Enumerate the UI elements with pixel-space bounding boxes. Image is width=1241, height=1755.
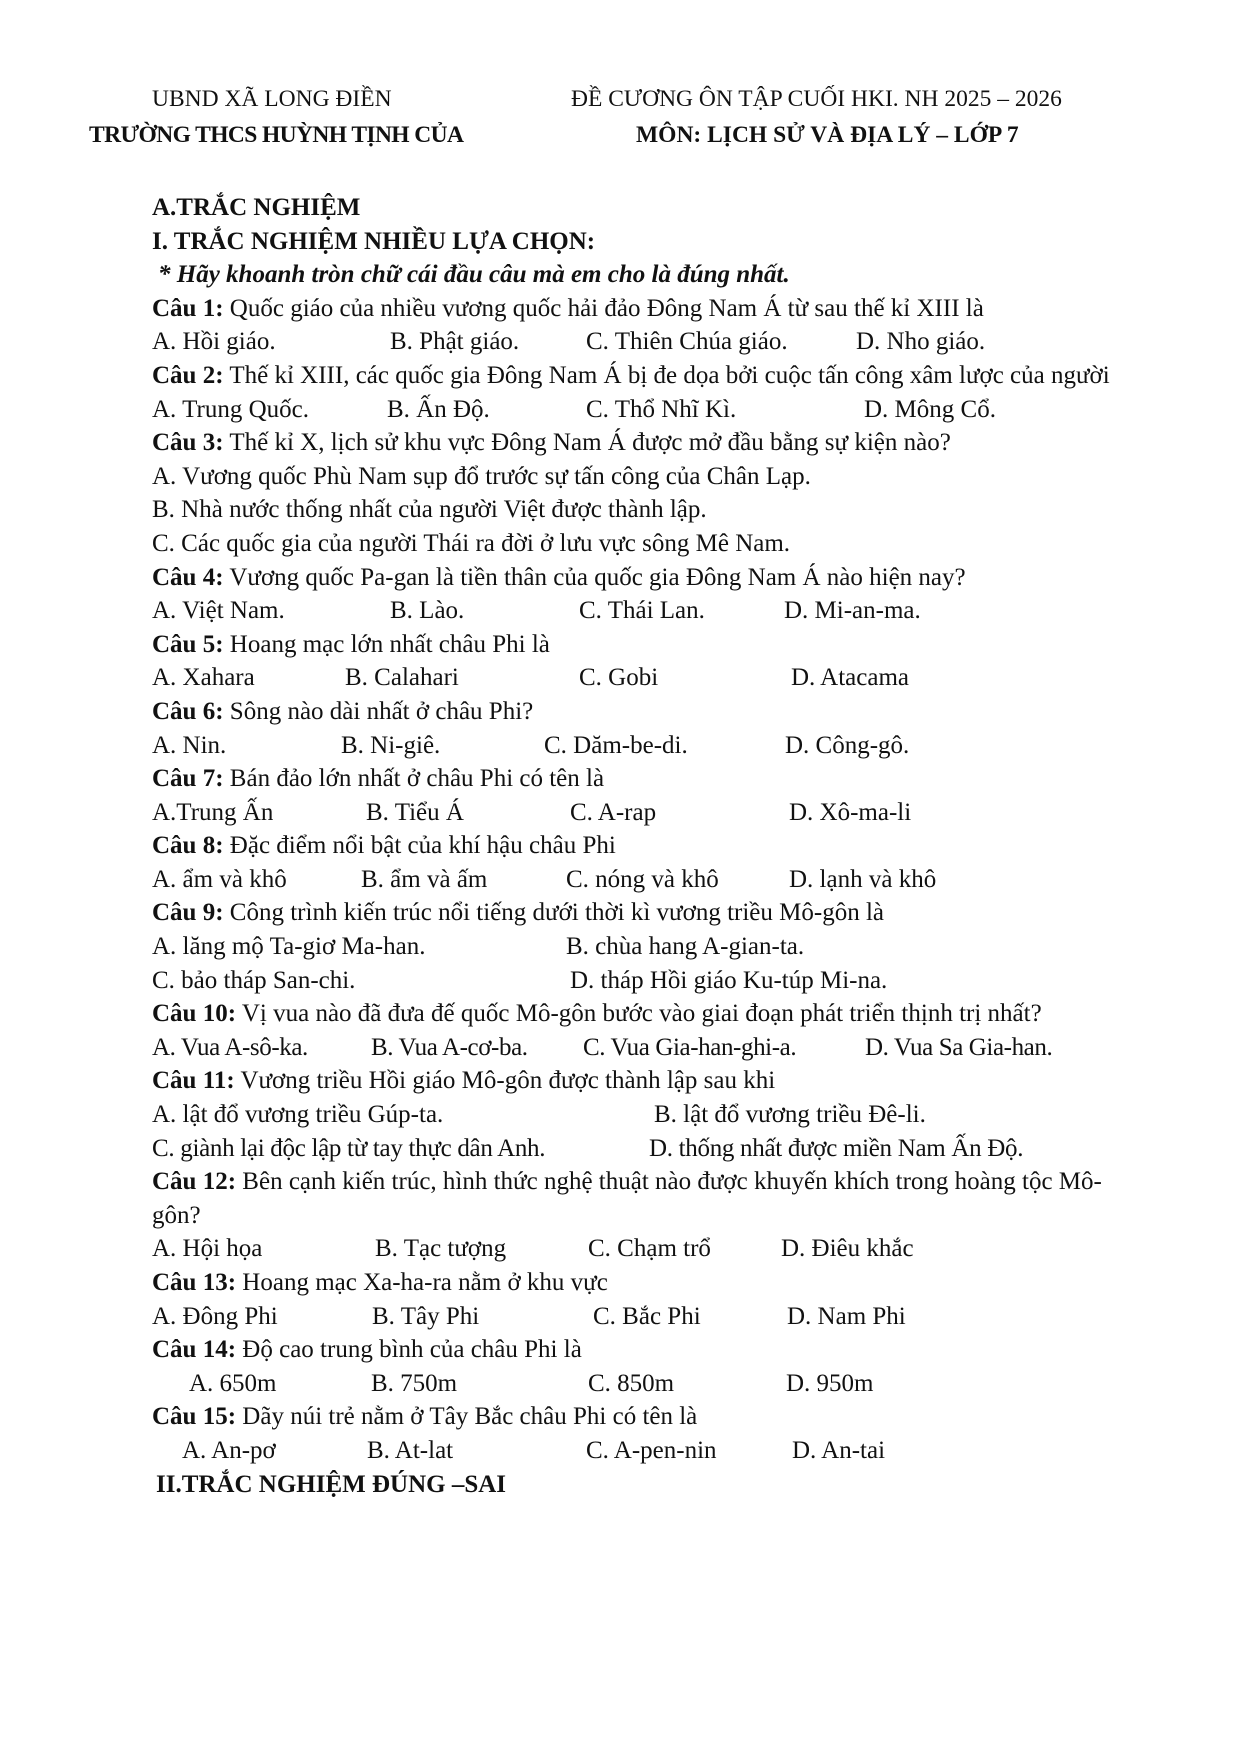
answer-options [152,863,1112,897]
answer-option[interactable]: C. Chạm trổ [588,1235,711,1263]
question-text: Vương triều Hồi giáo Mô-gôn được thành lập sau khi [234,1067,776,1095]
answer-option[interactable]: C. Thiên Chúa giáo. [586,328,788,356]
answer-options [152,729,1112,763]
question-text: Hoang mạc lớn nhất châu Phi là [223,630,550,658]
answer-option[interactable]: A. Xahara [152,664,255,692]
document-title: ĐỀ CƯƠNG ÔN TẬP CUỐI HKI. NH 2025 – 2026 [571,86,1062,112]
question-text: Thế kỉ XIII, các quốc gia Đông Nam Á bị đe dọa bởi cuộc tấn công xâm lược của người [223,361,1110,389]
answer-option[interactable]: A.Trung Ấn [152,798,274,826]
answer-option[interactable]: B. 750m [371,1369,458,1397]
answer-option[interactable]: A. ẩm và khô [152,865,287,893]
answer-options [152,1434,1112,1468]
question [152,426,1112,460]
answer-option[interactable]: B. chùa hang A-gian-ta. [566,933,805,961]
answer-option[interactable]: A. 650m [189,1369,277,1397]
answer-options [152,930,1112,964]
question [152,829,1112,863]
question-label: Câu 8: [152,832,224,860]
exam-content [152,191,1112,1501]
answer-option[interactable]: D. Công-gô. [785,731,910,759]
answer-option[interactable]: C. Bắc Phi [593,1302,701,1330]
question [152,628,1112,662]
answer-option[interactable]: B. Ni-giê. [341,731,441,759]
answer-option[interactable]: C. giành lại độc lập từ tay thực dân Anh. [152,1134,546,1162]
answer-option[interactable]: B. Calahari [345,664,459,692]
answer-option[interactable]: D. Atacama [791,664,910,692]
answer-option[interactable]: D. An-tai [792,1436,886,1464]
answer-option[interactable]: A. An-pơ [182,1436,276,1464]
answer-option[interactable]: C. Các quốc gia của người Thái ra đời ở lưu vực sông Mê Nam. [152,529,791,557]
answer-option[interactable]: A. lăng mộ Ta-giơ Ma-han. [152,933,426,961]
answer-options [152,1300,1112,1334]
question [152,1266,1112,1300]
answer-options [152,325,1112,359]
section-a-heading: A.TRẮC NGHIỆM [152,194,361,221]
answer-option[interactable]: D. Nam Phi [787,1302,906,1330]
subject-title: MÔN: LỊCH SỬ VÀ ĐỊA LÝ – LỚP 7 [636,122,1019,148]
question [152,1064,1112,1098]
question-text: Hoang mạc Xa-ha-ra nằm ở khu vực [236,1269,608,1296]
answer-option[interactable]: C. Gobi [579,664,659,692]
question-label: Câu 5: [152,630,224,658]
question-label: Câu 12: [152,1168,237,1196]
question-text: Thế kỉ X, lịch sử khu vực Đông Nam Á được mở đầu bằng sự kiện nào? [223,429,951,457]
answer-option[interactable]: C. Vua Gia-han-ghi-a. [583,1033,797,1061]
answer-option[interactable]: B. Tiểu Á [366,798,464,826]
answer-options [152,1031,1112,1065]
question [152,359,1112,393]
instruction: * Hãy khoanh tròn chữ cái đầu câu mà em cho là đúng nhất. [158,261,790,289]
question [152,896,1112,930]
answer-options [152,1232,1112,1266]
section-1-heading: I. TRẮC NGHIỆM NHIỀU LỰA CHỌN: [152,227,596,255]
answer-options [152,964,1112,998]
answer-option[interactable]: D. Vua Sa Gia-han. [865,1033,1053,1061]
question [152,695,1112,729]
answer-option[interactable]: D. Điêu khắc [781,1235,914,1263]
answer-option[interactable]: C. A-rap [570,798,657,826]
answer-option[interactable]: C. A-pen-nin [586,1436,717,1464]
answer-option[interactable]: D. thống nhất được miền Nam Ấn Độ. [649,1134,1024,1162]
question-label: Câu 1: [152,294,224,322]
question-label: Câu 2: [152,361,224,389]
answer-option[interactable]: B. Phật giáo. [390,328,520,356]
school-name: TRƯỜNG THCS HUỲNH TỊNH CỦA [89,122,464,148]
question-text: Bán đảo lớn nhất ở châu Phi có tên là [223,765,605,793]
question [152,1165,1112,1232]
answer-option[interactable]: A. Vua A-sô-ka. [152,1033,308,1061]
question-text: Độ cao trung bình của châu Phi là [236,1336,582,1364]
answer-options [152,1098,1112,1132]
question [152,997,1112,1031]
question-text: Vương quốc Pa-gan là tiền thân của quốc gia Đông Nam Á nào hiện nay? [223,563,966,591]
answer-option[interactable]: B. lật đổ vương triều Đê-li. [654,1101,926,1129]
answer-options [152,1367,1112,1401]
answer-option[interactable]: C. bảo tháp San-chi. [152,966,356,994]
answer-option[interactable]: C. Dăm-be-di. [544,731,688,759]
question-text: Đặc điểm nổi bật của khí hậu châu Phi [223,832,616,860]
question [152,292,1112,326]
question-label: Câu 4: [152,563,224,591]
answer-options [152,393,1112,427]
answer-option[interactable]: B. Vua A-cơ-ba. [371,1033,528,1061]
answer-option[interactable]: D. lạnh và khô [789,865,937,893]
answer-option[interactable]: A. Nin. [152,731,227,759]
answer-option[interactable]: B. At-lat [367,1436,454,1464]
question-label: Câu 3: [152,429,224,457]
question [152,561,1112,595]
answer-option[interactable]: B. ẩm và ấm [361,865,488,893]
answer-option[interactable]: D. 950m [786,1369,874,1397]
question-text: Sông nào dài nhất ở châu Phi? [223,697,534,725]
answer-option[interactable]: D. Mông Cổ. [864,395,996,423]
section-2-heading: II.TRẮC NGHIỆM ĐÚNG –SAI [156,1470,507,1498]
answer-option[interactable]: D. tháp Hồi giáo Ku-túp Mi-na. [570,966,888,994]
answer-option[interactable]: B. Tây Phi [372,1302,480,1330]
question [152,762,1112,796]
question-text: Dãy núi trẻ nằm ở Tây Bắc châu Phi có tên là [236,1403,698,1431]
question-text: Vị vua nào đã đưa đế quốc Mô-gôn bước vào giai đoạn phát triển thịnh trị nhất? [236,1000,1042,1028]
answer-option[interactable]: B. Tạc tượng [375,1235,507,1263]
school-authority: UBND XÃ LONG ĐIỀN [152,86,392,112]
question-label: Câu 10: [152,1000,237,1028]
answer-option[interactable]: C. nóng và khô [566,865,719,893]
answer-option[interactable]: A. Đông Phi [152,1302,278,1330]
answer-option[interactable]: A. lật đổ vương triều Gúp-ta. [152,1101,444,1129]
answer-option[interactable]: D. Xô-ma-li [789,798,912,826]
question [152,1400,1112,1434]
answer-option[interactable]: A. Hội họa [152,1235,263,1263]
question-label: Câu 11: [152,1067,235,1095]
answer-options [152,594,1112,628]
question-label: Câu 14: [152,1336,237,1364]
answer-option[interactable]: B. Lào. [390,597,465,625]
answer-option[interactable]: C. 850m [588,1369,675,1397]
answer-option[interactable]: D. Nho giáo. [856,328,986,356]
question-text: Công trình kiến trúc nổi tiếng dưới thời kì vương triều Mô-gôn là [223,899,884,927]
answer-option[interactable]: B. Nhà nước thống nhất của người Việt được thành lập. [152,496,707,524]
answer-option[interactable]: B. Ấn Độ. [387,395,490,423]
question-label: Câu 6: [152,697,224,725]
answer-options [152,1132,1112,1166]
question-label: Câu 9: [152,899,224,927]
question-label: Câu 7: [152,765,224,793]
question-text: Bên cạnh kiến trúc, hình thức nghệ thuật nào được khuyến khích trong hoàng tộc Mô-gôn? [152,1168,1102,1229]
question [152,1333,1112,1367]
answer-options [152,661,1112,695]
answer-option[interactable]: D. Mi-an-ma. [784,597,921,625]
answer-option[interactable]: A. Hồi giáo. [152,328,276,356]
answer-option[interactable]: A. Trung Quốc. [152,395,309,423]
answer-option[interactable]: A. Việt Nam. [152,597,285,625]
question-text: Quốc giáo của nhiều vương quốc hải đảo Đông Nam Á từ sau thế kỉ XIII là [223,294,984,322]
question-label: Câu 15: [152,1403,237,1431]
answer-options [152,796,1112,830]
answer-option[interactable]: C. Thái Lan. [579,597,705,625]
answer-option[interactable]: C. Thổ Nhĩ Kì. [586,395,737,423]
answer-option[interactable]: A. Vương quốc Phù Nam sụp đổ trước sự tấn công của Chân Lạp. [152,462,811,490]
question-label: Câu 13: [152,1269,237,1296]
